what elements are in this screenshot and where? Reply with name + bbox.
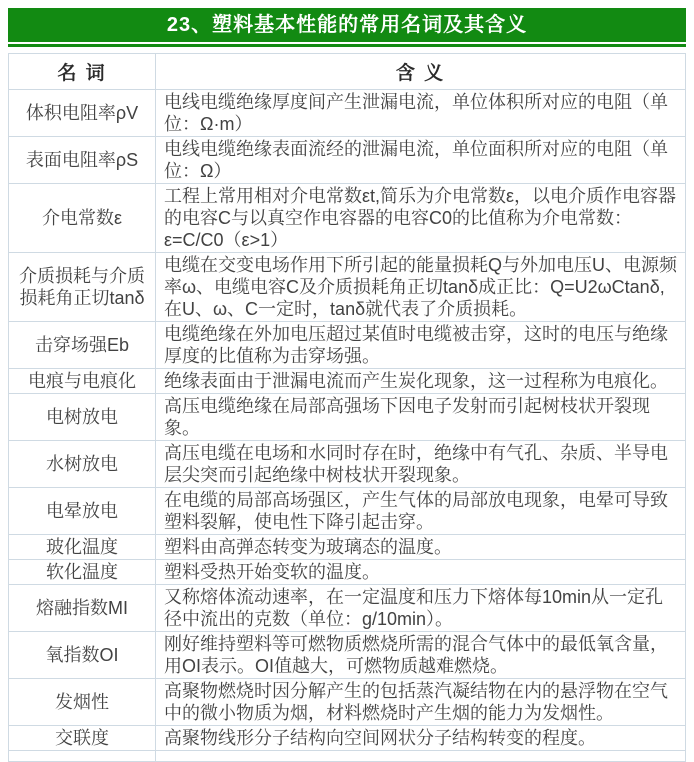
- header-row: [9, 54, 686, 90]
- term-cell: 击穿场强Eb: [9, 322, 156, 369]
- table-row: [9, 90, 686, 137]
- meaning-cell: 电线电缆绝缘厚度间产生泄漏电流，单位体积所对应的电阻（单位：Ω·m）: [156, 90, 686, 137]
- table-title-bar: [8, 8, 686, 42]
- term-cell: 熔融指数MI: [9, 585, 156, 632]
- title-underline: [8, 44, 686, 47]
- meaning-cell: 高聚物线形分子结构向空间网状分子结构转变的程度。: [156, 726, 686, 751]
- meaning-cell: 塑料受热开始变软的温度。: [156, 560, 686, 585]
- term-cell: 介电常数ε: [9, 184, 156, 253]
- meaning-cell: [156, 751, 686, 762]
- table-row: [9, 632, 686, 679]
- terms-table: [8, 53, 686, 762]
- term-cell: [9, 751, 156, 762]
- term-cell: 软化温度: [9, 560, 156, 585]
- meaning-cell: 电缆在交变电场作用下所引起的能量损耗Q与外加电压U、电源频率ω、电缆电容C及介质损耗角正切tanδ成正比：Q=U2ωCtanδ,在U、ω、C一定时，tanδ就代表了介质损耗。: [156, 253, 686, 322]
- table-row: [9, 679, 686, 726]
- page-title: 23、塑料基本性能的常用名词及其含义: [166, 14, 528, 36]
- table-row: [9, 585, 686, 632]
- meaning-cell: 工程上常用相对介电常数εt,简乐为介电常数ε，以电介质作电容器的电容C与以真空作电容器的电容C0的比值称为介电常数：ε=C/C0（ε>1）: [156, 184, 686, 253]
- table-row: [9, 488, 686, 535]
- term-cell: 电晕放电: [9, 488, 156, 535]
- table-row: [9, 184, 686, 253]
- term-cell: 电树放电: [9, 394, 156, 441]
- term-cell: 氧指数OI: [9, 632, 156, 679]
- table-row: [9, 535, 686, 560]
- table-row: [9, 441, 686, 488]
- term-cell: 玻化温度: [9, 535, 156, 560]
- meaning-cell: 高压电缆绝缘在局部高强场下因电子发射而引起树枝状开裂现象。: [156, 394, 686, 441]
- term-cell: 介质损耗与介质损耗角正切tanδ: [9, 253, 156, 322]
- meaning-cell: 高压电缆在电场和水同时存在时，绝缘中有气孔、杂质、半导电层尖突而引起绝缘中树枝状开裂现象。: [156, 441, 686, 488]
- meaning-cell: 电缆绝缘在外加电压超过某值时电缆被击穿，这时的电压与绝缘厚度的比值称为击穿场强。: [156, 322, 686, 369]
- table-row-partial: [9, 751, 686, 762]
- term-cell: 电痕与电痕化: [9, 369, 156, 394]
- table-row: [9, 137, 686, 184]
- meaning-cell: 在电缆的局部高场强区，产生气体的局部放电现象，电晕可导致塑料裂解，使电性下降引起击穿。: [156, 488, 686, 535]
- term-cell: 交联度: [9, 726, 156, 751]
- term-cell: 水树放电: [9, 441, 156, 488]
- meaning-cell: 高聚物燃烧时因分解产生的包括蒸汽凝结物在内的悬浮物在空气中的微小物质为烟，材料燃烧时产生烟的能力为发烟性。: [156, 679, 686, 726]
- table-row: [9, 560, 686, 585]
- table-row: [9, 394, 686, 441]
- table-row: [9, 369, 686, 394]
- term-cell: 体积电阻率ρV: [9, 90, 156, 137]
- table-row: [9, 726, 686, 751]
- column-header-term: 名 词: [9, 54, 156, 90]
- term-cell: 发烟性: [9, 679, 156, 726]
- meaning-cell: 又称熔体流动速率，在一定温度和压力下熔体每10min从一定孔径中流出的克数（单位：g/10min）。: [156, 585, 686, 632]
- column-header-meaning: 含 义: [156, 54, 686, 90]
- meaning-cell: 塑料由高弹态转变为玻璃态的温度。: [156, 535, 686, 560]
- term-cell: 表面电阻率ρS: [9, 137, 156, 184]
- meaning-cell: 绝缘表面由于泄漏电流而产生炭化现象，这一过程称为电痕化。: [156, 369, 686, 394]
- meaning-cell: 刚好维持塑料等可燃物质燃烧所需的混合气体中的最低氧含量，用OI表示。OI值越大，可燃物质越难燃烧。: [156, 632, 686, 679]
- table-row: [9, 253, 686, 322]
- table-row: [9, 322, 686, 369]
- meaning-cell: 电线电缆绝缘表面流经的泄漏电流，单位面积所对应的电阻（单位：Ω）: [156, 137, 686, 184]
